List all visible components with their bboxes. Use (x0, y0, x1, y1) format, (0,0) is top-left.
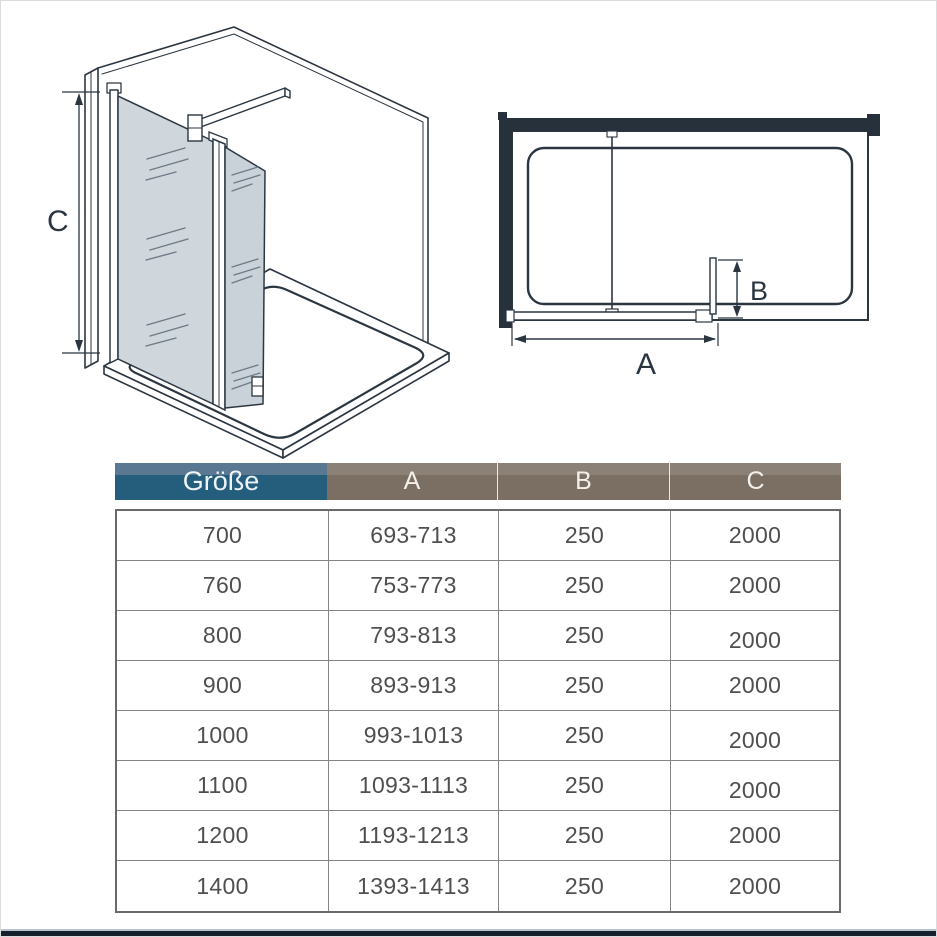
table-cell: 1193-1213 (329, 811, 499, 861)
dimension-a (512, 323, 718, 346)
column-header-b: B (497, 463, 669, 500)
table-cell: 700 (117, 511, 329, 561)
iso-diagram (47, 27, 449, 458)
table-cell: 250 (499, 511, 671, 561)
table-cell: 1093-1113 (329, 761, 499, 811)
column-header-c: C (669, 463, 841, 500)
table-cell: 900 (117, 661, 329, 711)
table-cell: 2000 (671, 661, 839, 711)
table-cell: 250 (499, 611, 671, 661)
glass-panel-plan (506, 310, 712, 322)
table-cell: 893-913 (329, 661, 499, 711)
table-cell: 2000 (728, 872, 782, 899)
table-cell: 250 (499, 811, 671, 861)
table-cell: 2000 (671, 711, 839, 761)
table-cell: 1200 (117, 811, 329, 861)
size-table-header (115, 463, 841, 500)
return-panel (225, 147, 265, 408)
dimension-c-label: C (47, 205, 69, 238)
table-cell: 250 (499, 761, 671, 811)
column-header-a: A (327, 463, 497, 500)
table-cell: 250 (499, 861, 671, 911)
table-cell: 800 (117, 611, 329, 661)
table-cell: 1000 (117, 711, 329, 761)
table-cell: 2000 (671, 761, 839, 811)
support-bar (198, 88, 290, 128)
table-cell: 1393-1413 (329, 861, 499, 911)
table-cell: 2000 (671, 511, 839, 561)
size-table (115, 509, 841, 913)
enclosure-outline (512, 131, 868, 320)
column-header-groesse: Größe (115, 463, 327, 500)
table-cell: 753-773 (329, 561, 499, 611)
table-cell: 250 (499, 661, 671, 711)
table-cell: 2000 (671, 611, 839, 661)
table-cell: 760 (117, 561, 329, 611)
table-cell: 993-1013 (329, 711, 499, 761)
dimension-a-label: A (635, 348, 657, 381)
diagrams-svg (1, 1, 937, 461)
table-cell: 250 (499, 561, 671, 611)
plan-diagram (498, 112, 880, 381)
table-cell: 693-713 (329, 511, 499, 561)
bottom-divider-bar (1, 929, 936, 937)
table-cell: 1400 (117, 861, 329, 911)
table-cell: 250 (499, 711, 671, 761)
dimension-b-label: B (750, 276, 769, 306)
table-cell: 2000 (671, 811, 839, 861)
table-cell: 2000 (671, 561, 839, 611)
return-panel-plan (710, 258, 716, 314)
table-cell: 1100 (117, 761, 329, 811)
table-cell: 793-813 (329, 611, 499, 661)
bar-clamp (188, 115, 202, 141)
